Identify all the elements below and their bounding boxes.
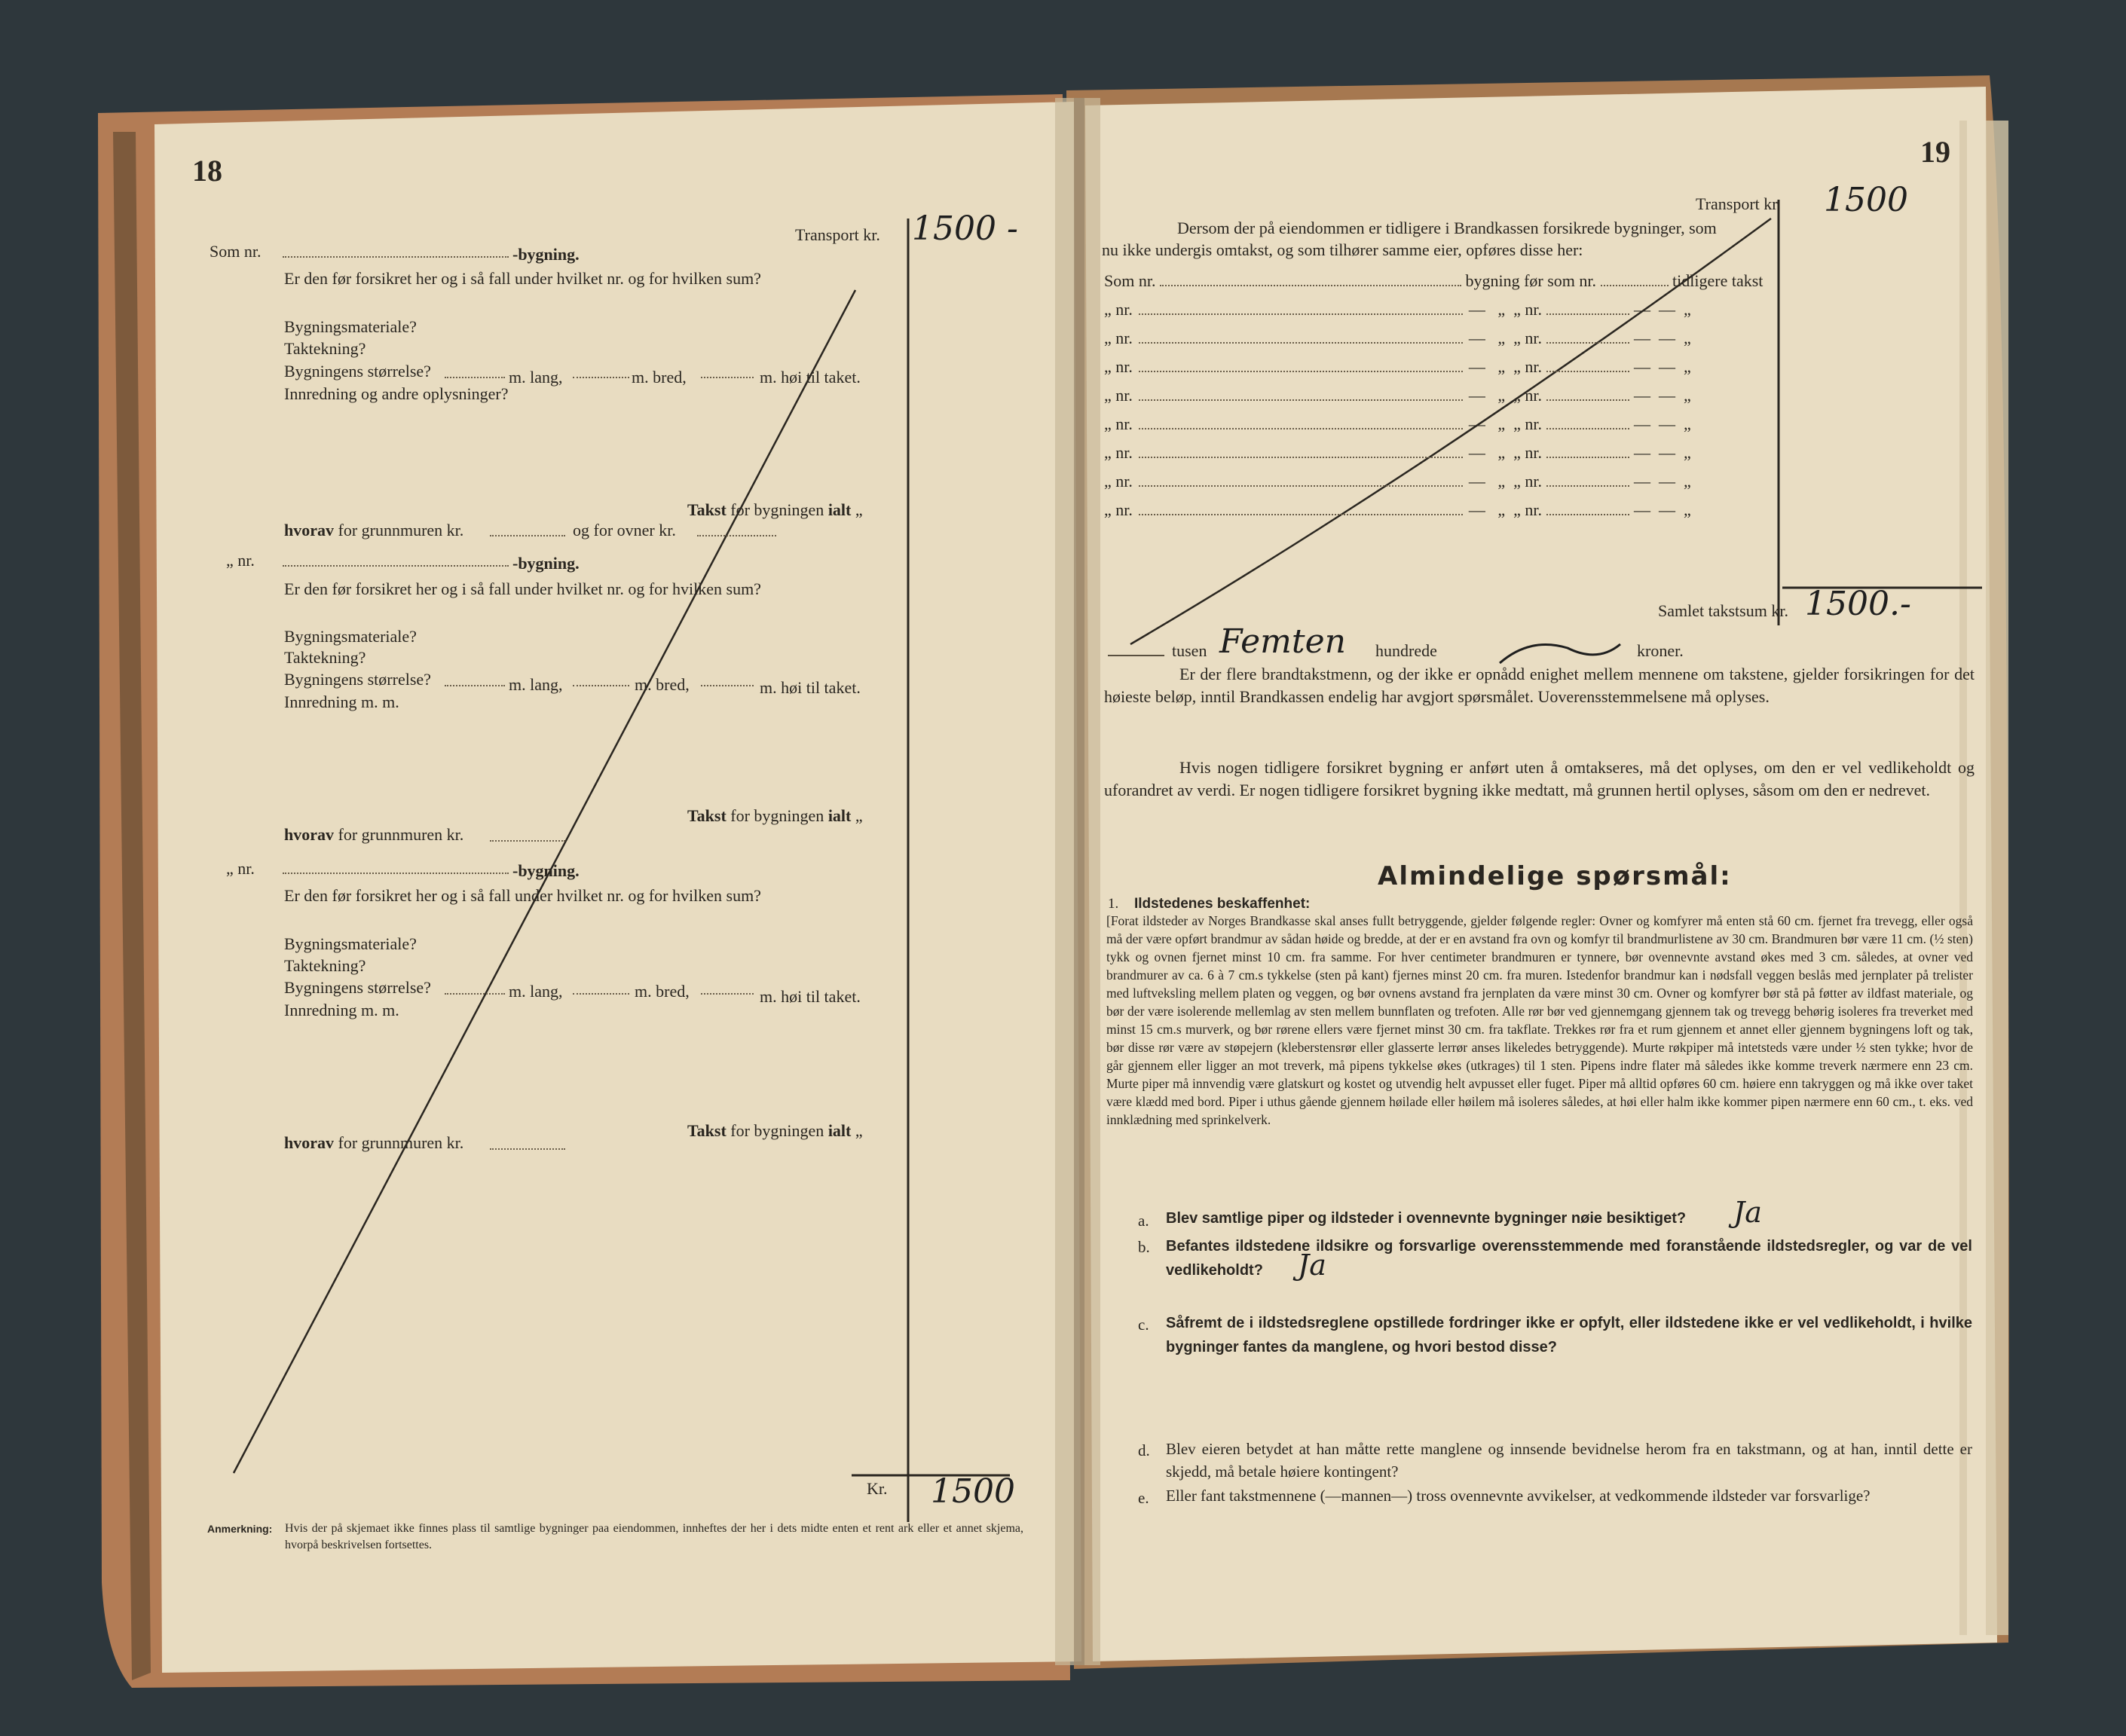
subq-a-letter: a. [1138,1212,1149,1230]
subq-e-letter: e. [1138,1489,1149,1507]
right-intro-line2: nu ikke undergis omtakst, og som tilhører samme eier, opføres disse her: [1102,240,1583,259]
prior-row [1104,445,1691,461]
right-page-number: 19 [1920,135,1950,169]
amount-words: Femten [1219,622,1346,661]
prior-row-prefix: „ nr. [1104,300,1133,319]
row1-roof: Taktekning? [284,339,366,358]
prior-row-prefix: „ nr. [1104,357,1133,376]
row1-foundation: for grunnmuren kr. [338,521,464,539]
row2-foundation: for grunnmuren kr. [338,825,464,844]
row3-high: m. høi til taket. [760,987,861,1006]
left-transport-label: Transport kr. [795,225,880,244]
prior-row-nr: nr. [1525,500,1543,519]
prior-row-dash: — [1634,386,1651,405]
row2-bygning: -bygning. [512,554,580,573]
left-transport-value: 1500 - [912,209,1018,248]
prior-som-nr: Som nr. [1104,271,1156,290]
prior-row-dash: — [1468,414,1485,433]
prior-row-quote: „ [1513,443,1521,462]
note-text: Hvis der på skjemaet ikke finnes plass til samtlige bygninger paa eiendommen, innheftes der her i dets midte enten et rent ark eller et annet skjema, hvorpå beskrivelsen fortsettes. [285,1522,1023,1551]
row3-interior: Innredning m. m. [284,1001,399,1019]
prior-row-nr: nr. [1525,357,1543,376]
kroner-label: kroner. [1637,641,1684,660]
prior-bygning-for: bygning før som nr. [1465,271,1597,290]
row1-ialt: ialt [827,500,852,519]
row3-question: Er den før forsikret her og i så fall under hvilket nr. og for hvilken sum? [284,886,761,905]
prior-row-quote: „ [1513,386,1521,405]
row2-interior: Innredning m. m. [284,692,399,711]
fireplace-rules: [Forat ildsteder av Norges Brandkasse skal anses fullt betryggende, gjelder følgende regler: Ovner og komfyrer må enten stå 60 cm. fjernet fra trevegg, eller også må der være opført brandmur av sådan høide og bredde, at der er en avstand fra ovn og komfyr til brandmurlistene av 30 cm. Brandmuren bør være 11 cm. (½ sten) tykk og ovnen fjernet minst 10 cm. fra samme. For hver centimeter brandmuren er tynnere, bør ovennevnte avstand økes med 3 cm. således, at ovner ved brandmurer av ca. 6 à 7 cm.s tykkelse (sten på kant) fjernes minst 20 cm. fra muren. Istedenfor brandmur kan i nødsfall veggen beslås med jernplater på trelister med luftveksling mellem platen og veggen, og bør ovnens avstand fra jernplaten da være minst 30 cm. Ovner og komfyrer bør stå på føtter av ildfast materiale, og bør der være isolerende mellemlag av sten mellem bunnflaten og trefoten. Alle rør bør ved gjennemgang gjennem tak og trevegg behørig isoleres fra treverket med minst 15 cm.s murverk, og bør rørene ellers være fjernet minst 30 cm. fra takflate. Trekkes rør fra et rum gjennem et annet eller gjennem bygningens loft og tak, bør disse rør være av støpejern (kleberstensrør eller glasserte lerrør anses likeledes betryggende). Murte røkpiper må intetsteds være under ½ sten tykke; hvor de går gjennem eller ligger an mot treverk, må pipens tykkelse økes (utkrages) til 1 sten. Pipens indre flater må således ikke komme treverk nærmere enn 23 cm. Murte piper må innvendig være glatskurt og kostet og utvendig helt avpusset eller fuget. Piper må alltid opføres 60 cm. høiere enn takryggen og må ikke over taket være klædd med bord. Piper i uthus gående gjennem høilade eller høilem må isoleres således, at høi eller halm ikke kommer pipen nærmere enn 60 cm., t. eks. ved innklædning med sprinkelverk. [1106,913,1973,1127]
prior-row-dash: — [1659,472,1676,491]
prior-row-dash: — [1634,443,1651,462]
prior-row-prefix: „ nr. [1104,329,1133,347]
prior-row-dash: — [1468,386,1485,405]
row3-roof: Taktekning? [284,956,366,975]
subq-b-letter: b. [1138,1238,1150,1256]
right-intro-line1: Dersom der på eiendommen er tidligere i Brandkassen forsikrede bygninger, som [1177,219,1717,237]
row2-prefix: „ nr. [226,551,255,570]
row1-interior: Innredning og andre oplysninger? [284,384,509,403]
row2-ialt: ialt [827,806,852,825]
row3-wide: m. bred, [635,982,690,1001]
prior-row-quote: „ [1684,472,1691,491]
prior-row [1104,473,1691,490]
row3-bygning: -bygning. [512,861,580,880]
prior-row-prefix: „ nr. [1104,472,1133,491]
prior-row-dash: — [1634,329,1651,347]
prior-row [1104,387,1691,404]
row2-takst: Takst [687,806,727,825]
q1-number: 1. [1108,896,1119,912]
prior-row-dash: — [1634,472,1651,491]
prior-row-quote: „ [1497,300,1506,319]
prior-row-quote: „ [1497,443,1506,462]
row3-material: Bygningsmateriale? [284,934,417,953]
q1-title: Ildstedenes beskaffenhet: [1134,896,1311,912]
prior-row-quote: „ [1497,472,1506,491]
row1-quote: „ [855,500,863,519]
prior-row-dash: — [1468,300,1485,319]
row1-question: Er den før forsikret her og i så fall under hvilket nr. og for hvilken sum? [284,269,761,288]
row1-takst: Takst [687,500,727,519]
row1-ovens: og for ovner kr. [573,521,676,539]
prior-row-dash: — [1659,414,1676,433]
samlet-value: 1500.- [1805,585,1911,623]
row3-quote: „ [855,1121,863,1140]
prior-row-dash: — [1659,329,1676,347]
prior-row-quote: „ [1513,357,1521,376]
row2-wide: m. bred, [635,675,690,694]
prior-row-quote: „ [1684,386,1691,405]
subq-a-text: Blev samtlige piper og ildsteder i ovennevnte bygninger nøie besiktiget? [1166,1210,1687,1227]
row2-hvorav: hvorav [284,825,334,844]
prior-row-quote: „ [1513,500,1521,519]
subq-d-letter: d. [1138,1441,1150,1459]
subq-b-text: Befantes ildstedene ildsikre og forsvarlige overensstemmende med foranstående ildstedsregler, og var de vel vedlikeholdt? [1166,1238,1972,1279]
left-page-number: 18 [192,154,222,188]
prior-row-quote: „ [1513,300,1521,319]
prior-row-dash: — [1468,472,1485,491]
left-total-label: Kr. [867,1479,888,1498]
prior-row-quote: „ [1684,414,1691,433]
subq-c-text: Såfremt de i ildstedsreglene opstillede fordringer ikke er opfylt, eller ildstedene ikke er vel vedlikeholdt, i hvilke bygninger fantes da manglene, og hvori bestod disse? [1166,1315,1972,1355]
prior-row-dash: — [1659,386,1676,405]
prior-row-quote: „ [1497,329,1506,347]
row1-bygning: -bygning. [512,245,580,264]
row3-takst-rest: for bygningen [730,1121,824,1140]
section-heading: Almindelige spørsmål: [1378,861,1732,891]
row2-size: Bygningens størrelse? [284,670,431,689]
prior-row-dash: — [1659,300,1676,319]
prior-row-dash: — [1634,357,1651,376]
prior-row-dash: — [1634,414,1651,433]
prior-row-quote: „ [1497,500,1506,519]
prior-row-dash: — [1634,500,1651,519]
row3-size: Bygningens størrelse? [284,978,431,997]
prior-row-prefix: „ nr. [1104,386,1133,405]
row1-hvorav: hvorav [284,521,334,539]
prior-row [1104,502,1691,518]
prior-row-dash: — [1659,357,1676,376]
row2-takst-rest: for bygningen [730,806,824,825]
row3-long: m. lang, [509,982,563,1001]
prior-row-nr: nr. [1525,443,1543,462]
subq-b-answer: Ja [1298,1249,1326,1282]
row3-foundation: for grunnmuren kr. [338,1133,464,1152]
prior-row-dash: — [1468,443,1485,462]
prior-row-dash: — [1659,500,1676,519]
left-total-value: 1500 [931,1472,1015,1511]
prior-row-nr: nr. [1525,472,1543,491]
row3-prefix: „ nr. [226,859,255,878]
subq-a-answer: Ja [1733,1196,1762,1229]
prior-row-dash: — [1659,443,1676,462]
row1-material: Bygningsmateriale? [284,317,417,336]
row2-roof: Taktekning? [284,648,366,667]
prior-row-dash: — [1468,329,1485,347]
prior-row-nr: nr. [1525,414,1543,433]
row1-prefix: Som nr. [210,242,262,261]
subq-d-text: Blev eieren betydet at han måtte rette manglene og innsende bevidnelse herom fra en takstmann, og at han, inntil dette er skjedd, må betale høiere kontingent? [1166,1440,1972,1481]
prior-row-nr: nr. [1525,329,1543,347]
samlet-label: Samlet takstsum kr. [1658,601,1788,620]
prior-row-dash: — [1468,500,1485,519]
paragraph-prior-buildings: Hvis nogen tidligere forsikret bygning er anført uten å omtakseres, må det oplyses, om den er vel vedlikeholdt og uforandret av verdi. Er nogen tidligere forsikret bygning ikke medtatt, må grunnen hertil oplyses, såsom om den er nedrevet. [1104,758,1975,799]
row3-ialt: ialt [827,1121,852,1140]
row1-long: m. lang, [509,368,563,387]
row3-takst: Takst [687,1121,727,1140]
prior-tidligere-takst: tidligere takst [1672,271,1764,290]
row2-long: m. lang, [509,675,563,694]
prior-row-dash: — [1468,357,1485,376]
right-transport-value: 1500 [1824,181,1908,219]
prior-row-nr: nr. [1525,300,1543,319]
row2-high: m. høi til taket. [760,678,861,697]
prior-row-dash: — [1634,300,1651,319]
prior-row-quote: „ [1497,414,1506,433]
prior-row-quote: „ [1513,414,1521,433]
prior-row [1104,301,1691,318]
subq-c-letter: c. [1138,1316,1149,1334]
row1-wide: m. bred, [632,368,687,387]
subq-e-text: Eller fant takstmennene (—mannen—) tross ovennevnte avvikelser, at vedkommende ildsteder var forsvarlige? [1166,1487,1871,1505]
prior-row-quote: „ [1684,357,1691,376]
prior-row-prefix: „ nr. [1104,414,1133,433]
prior-row-quote: „ [1497,357,1506,376]
tusen-label: tusen [1172,641,1207,660]
row1-takst-rest: for bygningen [730,500,824,519]
row1-high: m. høi til taket. [760,368,861,387]
row2-material: Bygningsmateriale? [284,627,417,646]
row2-quote: „ [855,806,863,825]
prior-row [1104,359,1691,375]
row2-question: Er den før forsikret her og i så fall under hvilket nr. og for hvilken sum? [284,579,761,598]
prior-row-quote: „ [1684,443,1691,462]
prior-row [1104,416,1691,432]
prior-row-first [1104,273,1763,289]
prior-row [1104,330,1691,347]
prior-row-prefix: „ nr. [1104,500,1133,519]
row3-hvorav: hvorav [284,1133,334,1152]
prior-row-quote: „ [1684,500,1691,519]
prior-row-prefix: „ nr. [1104,443,1133,462]
prior-row-nr: nr. [1525,386,1543,405]
prior-row-quote: „ [1497,386,1506,405]
row1-size: Bygningens størrelse? [284,362,431,381]
prior-row-quote: „ [1684,300,1691,319]
prior-row-quote: „ [1684,329,1691,347]
right-transport-label: Transport kr. [1696,194,1781,213]
prior-row-quote: „ [1513,472,1521,491]
paragraph-multiple-assessors: Er der flere brandtakstmenn, og der ikke er opnådd enighet mellem mennene om takstene, gjelder forsikringen for det høieste beløp, inntil Brandkassen endelig har avgjort spørsmålet. Uoverensstemmelsene må oplyses. [1104,665,1975,706]
note-label: Anmerkning: [207,1523,273,1535]
hundrede-label: hundrede [1375,641,1437,660]
prior-row-quote: „ [1513,329,1521,347]
